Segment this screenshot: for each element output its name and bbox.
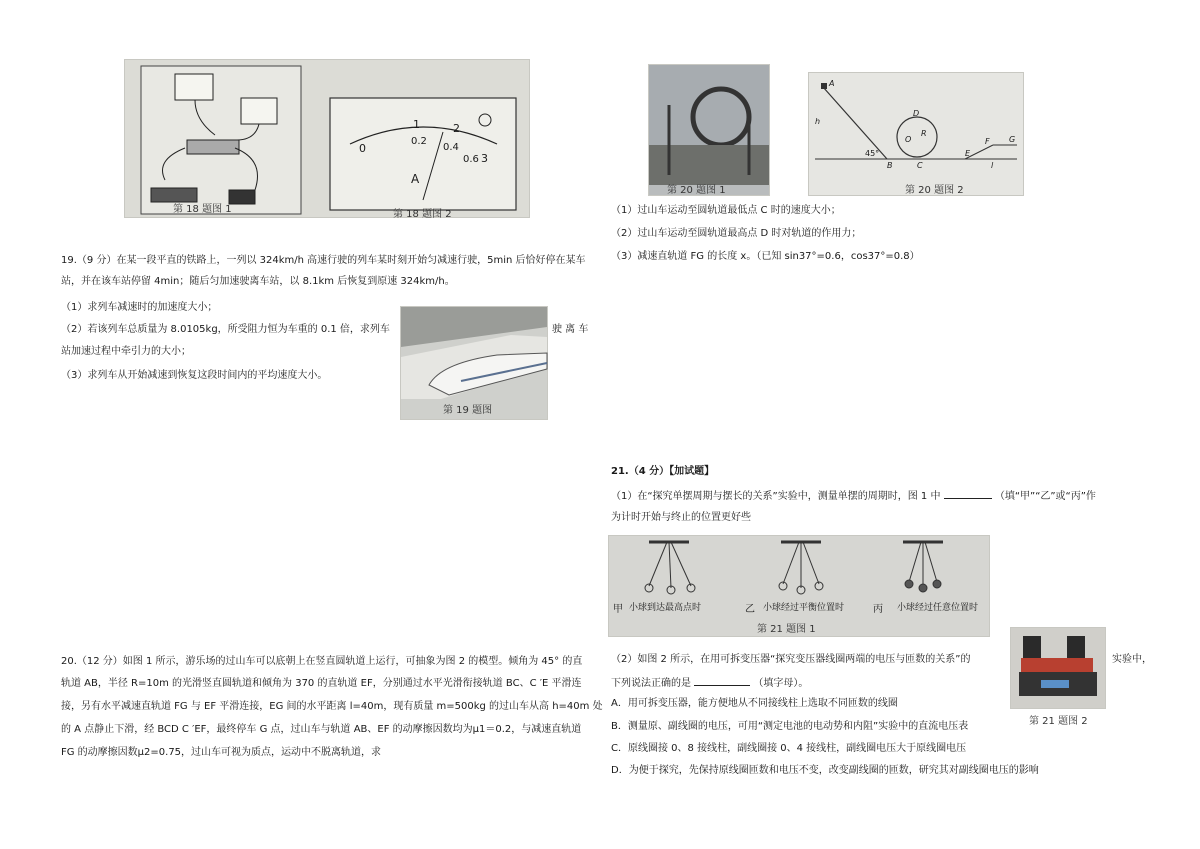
fig20-label-O: O xyxy=(905,135,912,144)
meter-label-04: 0.4 xyxy=(443,142,459,153)
fig20-label-B: B xyxy=(887,161,893,170)
q21-option-A[interactable]: A．用可拆变压器，能方便地从不同接线柱上选取不同匝数的线圈 xyxy=(611,698,898,709)
fig20-label-G: G xyxy=(1009,135,1016,144)
figure-18-2-caption: 第 18 题图 2 xyxy=(393,209,452,220)
fig20-label-F: F xyxy=(985,137,990,146)
figure-21-2-photo xyxy=(1010,627,1106,727)
q19-line1: 19.（9 分）在某一段平直的铁路上，一列以 324km/h 高速行驶的列车某时刻开始匀减速行驶，5min 后恰好停在某车 xyxy=(61,255,586,266)
fig21-label-bing: 丙 xyxy=(873,604,883,615)
q20-part3: （3）减速直轨道 FG 的长度 x。（已知 sin37°=0.6，cos37°=0.8） xyxy=(611,251,920,262)
figure-19-caption: 第 19 题图 xyxy=(443,405,493,416)
q20-line5: FG 的动摩擦因数μ2=0.75，过山车可视为质点，运动中不脱离轨道，求 xyxy=(61,747,382,758)
q21-heading: 21.（4 分）【加试题】 xyxy=(611,466,715,477)
figure-21-1-photo xyxy=(608,535,990,637)
q19-part2-b: 驶 离 车 xyxy=(552,324,589,335)
meter-label-02: 0.2 xyxy=(411,136,427,147)
figure-21-1-caption: 第 21 题图 1 xyxy=(757,624,816,635)
meter-label-06: 0.6 xyxy=(463,154,479,165)
q21-option-D[interactable]: D．为便于探究，先保持原线圈匝数和电压不变，改变副线圈的匝数，研究其对副线圈电压的影响 xyxy=(611,765,1039,776)
fig21-label-yi-text: 小球经过平衡位置时 xyxy=(763,603,845,613)
q20-part1: （1）过山车运动至圆轨道最低点 C 时的速度大小； xyxy=(611,205,841,216)
fig21-label-bing-text: 小球经过任意位置时 xyxy=(897,603,979,613)
q19-part2-c: 站加速过程中牵引力的大小； xyxy=(61,346,191,357)
q19-part3: （3）求列车从开始减速到恢复这段时间内的平均速度大小。 xyxy=(61,370,328,381)
q20-line2: 轨道 AB，半径 R=10m 的光滑竖直圆轨道和倾角为 370 的直轨道 EF，分别通过水平光滑衔接轨道 BC、C ′E 平滑连 xyxy=(61,678,582,689)
fig20-label-angle: 45° xyxy=(865,149,880,158)
figure-18-drawing xyxy=(125,60,529,217)
figure-20-1-photo xyxy=(648,64,770,196)
fig21-label-jia: 甲 xyxy=(613,604,623,615)
q20-part2: （2）过山车运动至圆轨道最高点 D 时对轨道的作用力； xyxy=(611,228,862,239)
q21-answer-blank-2[interactable] xyxy=(694,675,750,686)
q21-option-B[interactable]: B．测量原、副线圈的电压，可用“测定电池的电动势和内阻”实验中的直流电压表 xyxy=(611,721,969,732)
figure-21-2-caption: 第 21 题图 2 xyxy=(1029,716,1088,727)
q21-part2-c-text: 下列说法正确的是 xyxy=(611,678,691,689)
fig20-label-A: A xyxy=(829,79,835,88)
figure-20-2-diagram xyxy=(808,72,1024,196)
fig20-label-R: R xyxy=(921,129,927,138)
q21-part2-a: （2）如图 2 所示，在用可拆变压器“探究变压器线圈两端的电压与匝数的关系”的 xyxy=(611,654,971,665)
fig21-label-yi: 乙 xyxy=(745,604,755,615)
figure-18-photo xyxy=(124,59,530,218)
meter-label-A: A xyxy=(411,172,420,186)
q21-answer-blank-1[interactable] xyxy=(944,488,992,499)
figure-20-2-caption: 第 20 题图 2 xyxy=(905,185,964,196)
q20-line4: 的 A 点静止下滑，经 BCD C ′EF，最终停车 G 点，过山车与轨道 AB、EF 的动摩擦因数均为μ1＝0.2，与减速直轨道 xyxy=(61,724,582,735)
figure-19-photo xyxy=(400,306,548,420)
q21-part1-b-text: （填“甲”“乙”或“丙”作 xyxy=(994,491,1096,502)
q20-line3: 接，另有水平减速直轨道 FG 与 EF 平滑连接，EG 间的水平距离 l=40m，现有质量 m=500kg 的过山车从高 h=40m 处 xyxy=(61,701,603,712)
fig20-label-C: C xyxy=(917,161,923,170)
meter-label-3: 3 xyxy=(481,152,488,165)
fig20-label-E: E xyxy=(965,149,971,158)
meter-label-2: 2 xyxy=(453,122,460,135)
figure-20-1-caption: 第 20 题图 1 xyxy=(667,185,726,196)
q21-part2-c xyxy=(611,675,808,691)
q21-part1-a-text: （1）在“探究单摆周期与摆长的关系”实验中，测量单摆的周期时，图 1 中 xyxy=(611,491,941,502)
q21-part1-a xyxy=(611,488,1096,504)
fig20-label-l: l xyxy=(991,161,994,170)
meter-label-1: 1 xyxy=(413,118,420,131)
q21-part1-c: 为计时开始与终止的位置更好些 xyxy=(611,512,751,523)
q19-part2-a: （2）若该列车总质量为 8.0105kg，所受阻力恒为车重的 0.1 倍，求列车 xyxy=(61,324,390,335)
fig20-label-h: h xyxy=(815,117,821,126)
q21-part2-b: 实验中， xyxy=(1112,654,1152,665)
q19-line2: 站，并在该车站停留 4min；随后匀加速驶离车站，以 8.1km 后恢复到原速 324km/h。 xyxy=(61,276,455,287)
q20-line1: 20.（12 分）如图 1 所示，游乐场的过山车可以底朝上在竖直圆轨道上运行，可抽象为图 2 的模型。倾角为 45° 的直 xyxy=(61,656,583,667)
fig20-label-D: D xyxy=(913,109,920,118)
fig21-label-jia-text: 小球到达最高点时 xyxy=(629,603,702,613)
q19-part1: （1）求列车减速时的加速度大小； xyxy=(61,302,218,313)
q21-option-C[interactable]: C．原线圈接 0、8 接线柱，副线圈接 0、4 接线柱，副线圈电压大于原线圈电压 xyxy=(611,743,967,754)
figure-18-1-caption: 第 18 题图 1 xyxy=(173,204,232,215)
meter-label-0: 0 xyxy=(359,142,366,155)
q21-part2-d-text: （填字母）。 xyxy=(753,678,809,689)
